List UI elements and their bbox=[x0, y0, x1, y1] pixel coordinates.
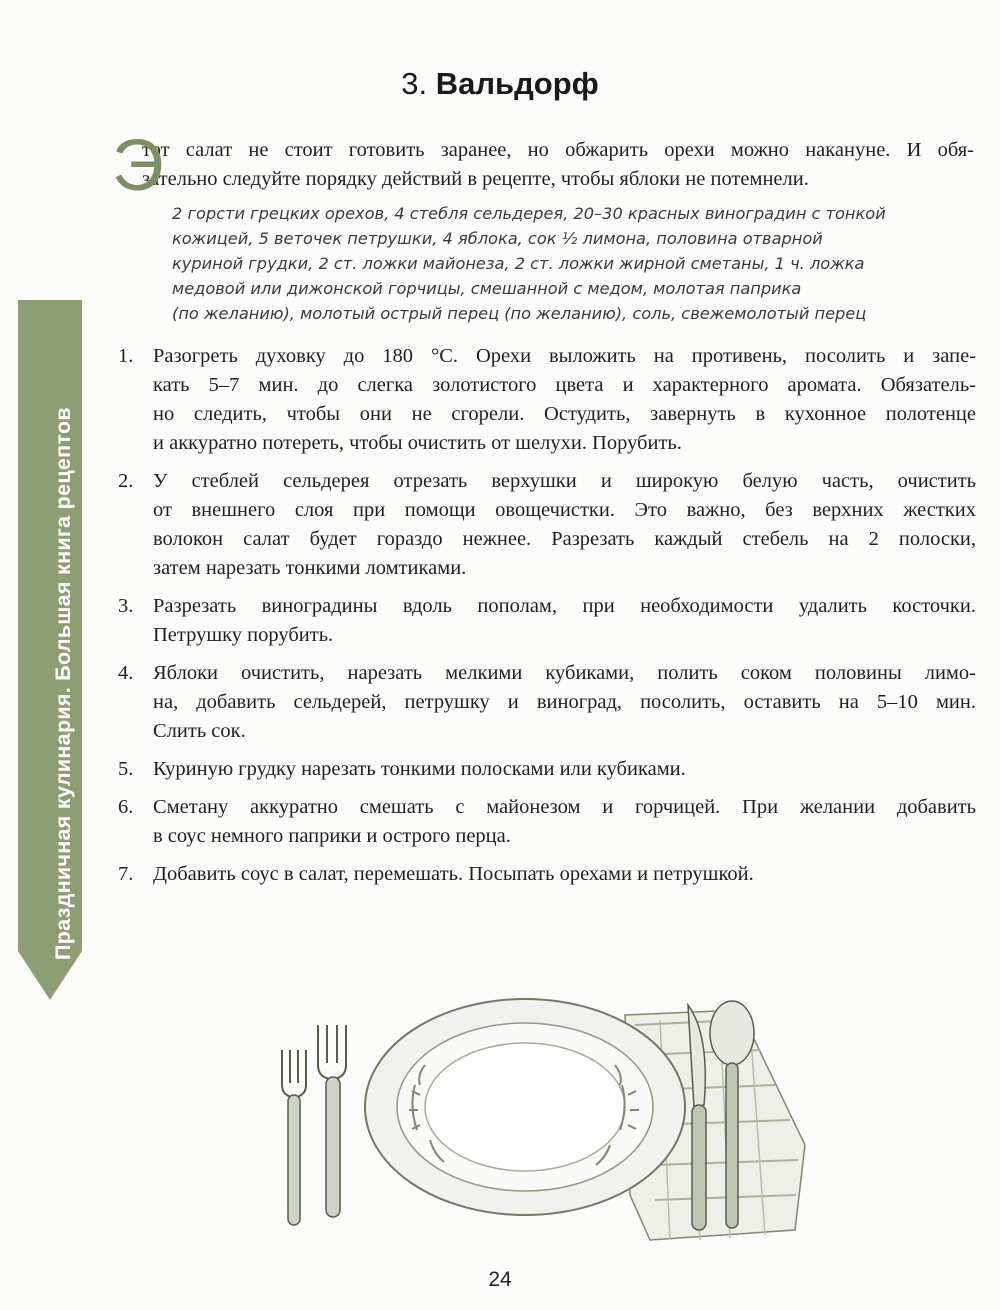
step-number: 4. bbox=[118, 662, 134, 684]
plate-icon bbox=[365, 999, 685, 1215]
step-number: 5. bbox=[118, 758, 134, 780]
recipe-name: Вальдорф bbox=[435, 66, 599, 101]
step-number: 7. bbox=[118, 863, 134, 885]
step-line: и аккуратно потереть, чтобы очистить от шелухи. Порубить. bbox=[153, 432, 682, 454]
step-number: 1. bbox=[118, 345, 134, 367]
step-item bbox=[110, 659, 976, 746]
step-item bbox=[110, 342, 976, 458]
step-line: Петрушку порубить. bbox=[153, 624, 334, 646]
step-line: Разогреть духовку до 180 °C. Орехи выложить на противень, посолить и запе- bbox=[153, 345, 976, 367]
step-number: 2. bbox=[118, 470, 134, 492]
recipe-title bbox=[0, 66, 1000, 102]
page-number: 24 bbox=[488, 1268, 512, 1291]
step-line: Добавить соус в салат, перемешать. Посыпать орехами и петрушкой. bbox=[153, 863, 754, 885]
ingredients-line: кожицей, 5 веточек петрушки, 4 яблока, сок ½ лимона, половина отварной bbox=[172, 229, 823, 248]
step-number: 3. bbox=[118, 595, 134, 617]
step-item bbox=[110, 592, 976, 650]
steps-list bbox=[110, 342, 976, 898]
step-line: на, добавить сельдерей, петрушку и виноград, посолить, оставить на 5–10 мин. bbox=[153, 691, 976, 713]
fork-icon bbox=[282, 1050, 306, 1225]
ingredients-list bbox=[172, 201, 952, 326]
step-item bbox=[110, 755, 976, 784]
step-item bbox=[110, 467, 976, 583]
intro-line: зательно следуйте порядку действий в рецепте, чтобы яблоки не потемнели. bbox=[142, 168, 809, 190]
sidebar-title: Праздничная кулинария. Большая книга рецептов bbox=[51, 407, 75, 960]
step-line: в соус немного паприки и острого перца. bbox=[153, 825, 511, 847]
step-line: Яблоки очистить, нарезать мелкими кубиками, полить соком половины лимо- bbox=[153, 662, 976, 684]
ingredients-line: куриной грудки, 2 ст. ложки майонеза, 2 ст. ложки жирной сметаны, 1 ч. ложка bbox=[172, 254, 865, 273]
step-line: Разрезать виноградины вдоль пополам, при необходимости удалить косточки. bbox=[153, 595, 976, 617]
intro-line: тот салат не стоит готовить заранее, но обжарить орехи можно накануне. И обя- bbox=[142, 139, 974, 161]
step-line: от внешнего слоя при помощи овощечистки. Это важно, без верхних жестких bbox=[153, 499, 976, 521]
drop-cap: Э bbox=[112, 126, 164, 206]
recipe-number: 3. bbox=[401, 66, 428, 101]
step-line: затем нарезать тонкими ломтиками. bbox=[153, 557, 467, 579]
step-line: Слить сок. bbox=[153, 720, 246, 742]
step-line: Сметану аккуратно смешать с майонезом и горчицей. При желании добавить bbox=[153, 796, 976, 818]
step-line: кать 5–7 мин. до слегка золотистого цвета и характерного аромата. Обязатель- bbox=[153, 374, 976, 396]
step-line: волокон салат будет гораздо нежнее. Разрезать каждый стебель на 2 полоски, bbox=[153, 528, 976, 550]
table-setting-illustration bbox=[270, 995, 810, 1245]
step-line: У стеблей сельдерея отрезать верхушки и широкую белую часть, очистить bbox=[153, 470, 976, 492]
step-line: Куриную грудку нарезать тонкими полосками или кубиками. bbox=[153, 758, 686, 780]
intro-paragraph bbox=[112, 126, 974, 206]
step-item bbox=[110, 793, 976, 851]
ingredients-line: медовой или дижонской горчицы, смешанной с медом, молотая паприка bbox=[172, 279, 802, 298]
fork-icon bbox=[318, 1025, 346, 1217]
ingredients-line: 2 горсти грецких орехов, 4 стебля сельдерея, 20–30 красных виноградин с тонкой bbox=[172, 204, 886, 223]
ingredients-line: (по желанию), молотый острый перец (по желанию), соль, свежемолотый перец bbox=[172, 304, 867, 323]
step-line: но следить, чтобы они не сгорели. Остудить, завернуть в кухонное полотенце bbox=[153, 403, 976, 425]
step-number: 6. bbox=[118, 796, 134, 818]
step-item bbox=[110, 860, 976, 889]
